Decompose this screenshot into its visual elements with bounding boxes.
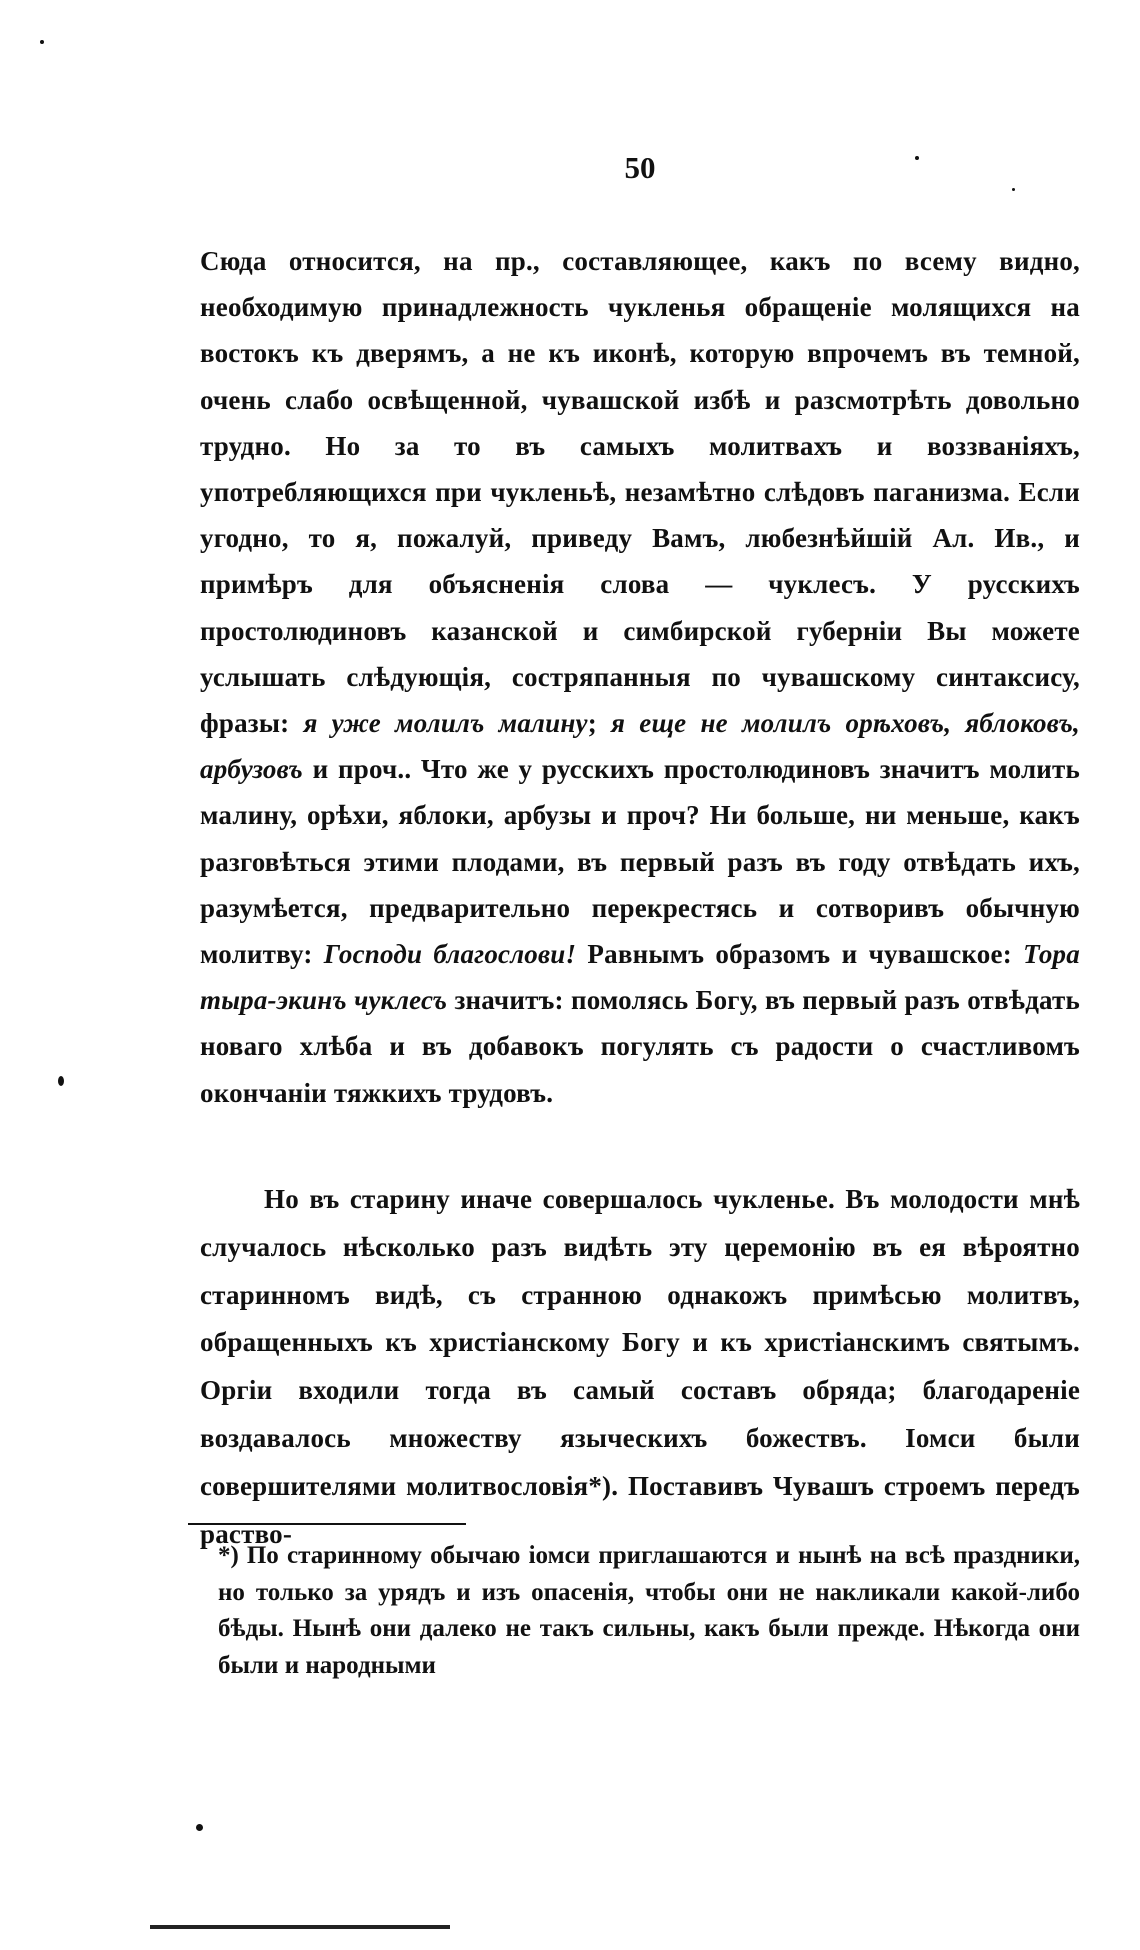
print-speck-left-margin (58, 1076, 64, 1086)
paragraph-1-italic-c: Господи благослови! (323, 939, 577, 970)
paragraph-1 (200, 238, 1080, 1116)
paragraph-1-text-e: значитъ: помолясь Богу, въ первый разъ отвѣдать новаго хлѣба и въ добавокъ погулять съ радости о счастливомъ окончаніи тяжкихъ трудовъ. (200, 985, 1080, 1108)
print-speck-bottom-left (196, 1824, 203, 1831)
print-speck-top-right (915, 156, 919, 160)
paragraph-1-text-d: Равнымъ образомъ и чувашское: (576, 939, 1024, 970)
bottom-edge-rule (150, 1925, 450, 1929)
paragraph-1-text-a: Сюда относится, на пр., составляющее, какъ по всему видно, необходимую принадлежность чукленья обращеніе молящихся на востокъ къ дверямъ, а не къ иконѣ, которую впрочемъ въ темной, очень слабо освѣщенной, чувашской избѣ и разсмотрѣть довольно трудно. Но за то въ самыхъ молитвахъ и воззваніяхъ, употребляющихся при чукленьѣ, незамѣтно слѣдовъ паганизма. Если угодно, то я, пожалуй, приведу Вамъ, любезнѣйшій Ал. Ив., и примѣръ для объясненія слова — чуклесъ. У русскихъ простолюдиновъ казанской и симбирской губерніи Вы можете услышать слѣдующія, состряпанныя по чувашскому синтаксису, фразы: (200, 246, 1080, 739)
footnote-mark: *) (218, 1542, 239, 1569)
paragraph-1-text-c: и проч.. Что же у русскихъ простолюдиновъ значитъ молить малину, орѣхи, яблоки, арбузы и проч? Ни больше, ни меньше, какъ разговѣться этими плодами, въ первый разъ въ году отвѣдать ихъ, разумѣется, предварительно перекрестясь и сотворивъ обычную молитву: (200, 754, 1080, 970)
footnote-text: По старинному обычаю іомси приглашаются и нынѣ на всѣ праздники, но только за урядъ и изъ опасенія, чтобы они не накликали какой-либо бѣды. Нынѣ они далеко не такъ сильны, какъ были прежде. Нѣкогда они были и народными (218, 1542, 1080, 1679)
footnote-separator-rule (188, 1523, 466, 1525)
paragraph-1-italic-b: я еще не молилъ орѣховъ, яблоковъ, арбузовъ (200, 708, 1080, 785)
footnote (218, 1538, 1080, 1684)
paragraph-2: Но въ старину иначе совершалось чукленье. Въ молодости мнѣ случалось нѣсколько разъ видѣть эту церемонію въ ея вѣроятно старинномъ видѣ, съ странною однакожъ примѣсью молитвъ, обращенныхъ къ христіанскому Богу и къ христіанскимъ святымъ. Оргіи входили тогда въ самый составъ обряда; благодареніе воздавалось множеству языческихъ божествъ. Іомси были совершителями молитвословія*). Поставивъ Чувашъ строемъ передъ раство- (200, 1184, 1080, 1549)
page-number: 50 (624, 150, 656, 185)
print-speck-header (1012, 188, 1015, 191)
paragraph-1-italic-a: я уже молилъ малину (303, 708, 588, 739)
paragraph-1-text-b: ; (587, 708, 612, 739)
print-speck-top-left (40, 40, 44, 44)
paragraph-1-italic-d: Тора тыра-экинъ чуклесъ (200, 939, 1080, 1016)
